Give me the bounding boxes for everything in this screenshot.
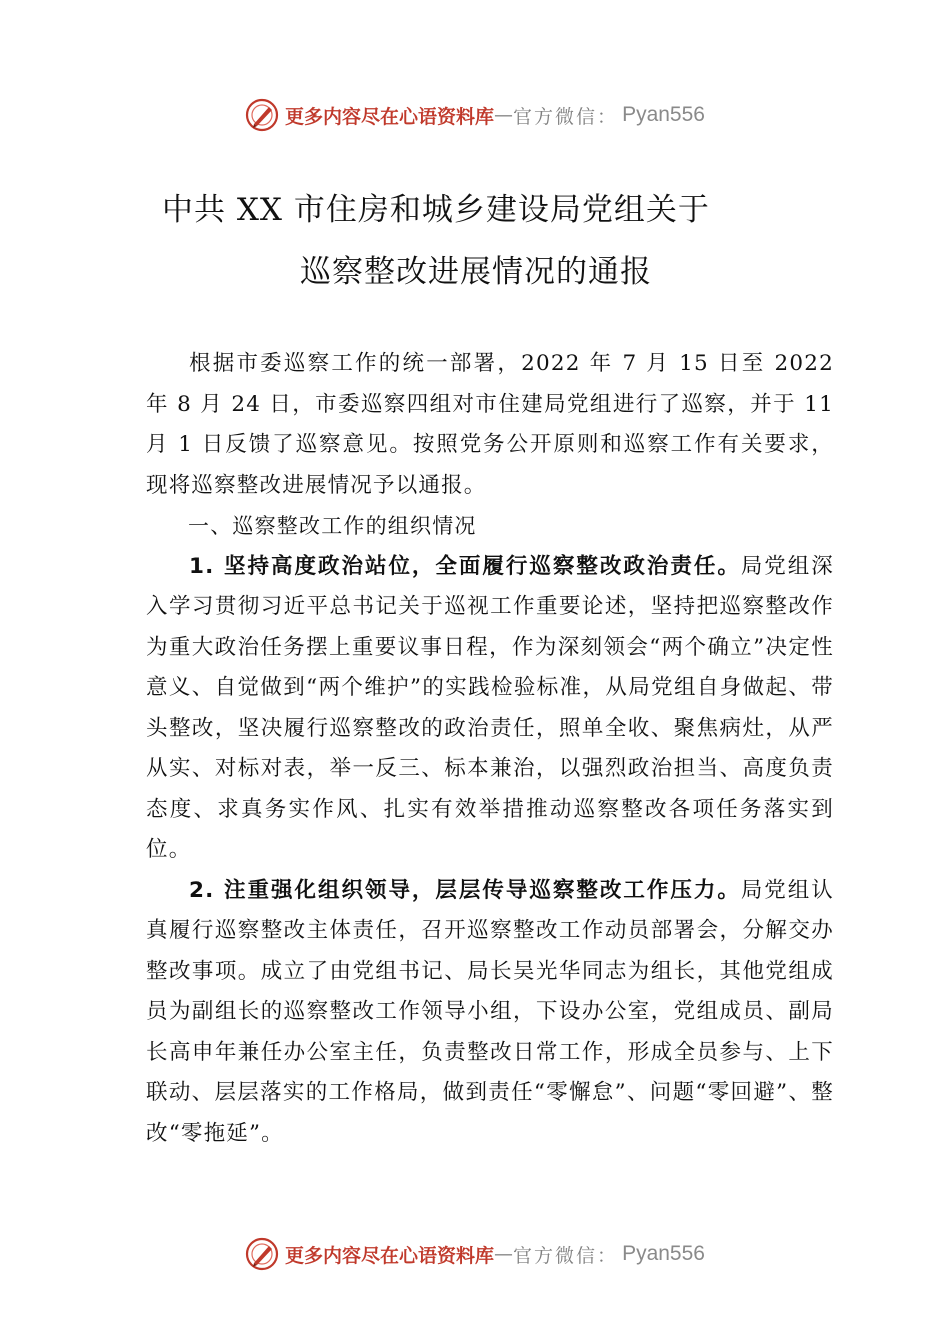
banner-wechat-id: Pyan556	[622, 1242, 705, 1265]
banner-wechat-id: Pyan556	[622, 103, 705, 126]
footer-banner	[0, 1234, 950, 1274]
banner-slogan: 更多内容尽在心语资料库	[285, 1244, 495, 1267]
banner-separator: —	[494, 1243, 514, 1265]
item-2-paragraph	[146, 871, 834, 1155]
document-title-line2: 巡察整改进展情况的通报	[300, 254, 652, 290]
banner-separator: —	[494, 104, 514, 126]
banner-slogan: 更多内容尽在心语资料库	[285, 105, 495, 128]
item-1-text: 局党组深入学习贯彻习近平总书记关于巡视工作重要论述，坚持把巡察整改作为重大政治任务摆上重要议事日程，作为深刻领会“两个确立”决定性意义、自觉做到“两个维护”的实践检验标准，从局党组自身做起、带头整改，坚决履行巡察整改的政治责任，照单全收、聚焦病灶，从严从实、对标对表，举一反三、标本兼治，以强烈政治担当、高度负责态度、求真务实作风、扎实有效举措推动巡察整改各项任务落实到位。	[146, 553, 834, 862]
pen-logo-icon	[245, 98, 279, 132]
banner-wechat-label: 官方微信：	[513, 105, 619, 128]
intro-paragraph: 根据市委巡察工作的统一部署，2022 年 7 月 15 日至 2022 年 8 月 24 日，市委巡察四组对市住建局党组进行了巡察，并于 11 月 1 日反馈了巡察意见。按照党务公开原则和巡察工作有关要求，现将巡察整改进展情况予以通报。	[146, 351, 834, 498]
pen-logo-icon	[245, 1237, 279, 1271]
document-title-line1: 中共 XX 市住房和城乡建设局党组关于	[162, 192, 710, 228]
item-1-lead: 1. 坚持高度政治站位，全面履行巡察整改政治责任。	[189, 553, 741, 579]
section-heading: 一、巡察整改工作的组织情况	[188, 514, 477, 538]
item-2-lead: 2. 注重强化组织领导，层层传导巡察整改工作压力。	[189, 877, 741, 903]
document-body	[146, 344, 834, 1154]
item-1-paragraph	[146, 547, 834, 871]
item-2-text: 局党组认真履行巡察整改主体责任，召开巡察整改工作动员部署会，分解交办整改事项。成立了由党组书记、局长吴光华同志为组长，其他党组成员为副组长的巡察整改工作领导小组，下设办公室，党组成员、副局长高申年兼任办公室主任，负责整改日常工作，形成全员参与、上下联动、层层落实的工作格局，做到责任“零懈怠”、问题“零回避”、整改“零拖延”。	[146, 877, 834, 1146]
banner-wechat-label: 官方微信：	[513, 1244, 619, 1267]
header-banner	[0, 95, 950, 135]
